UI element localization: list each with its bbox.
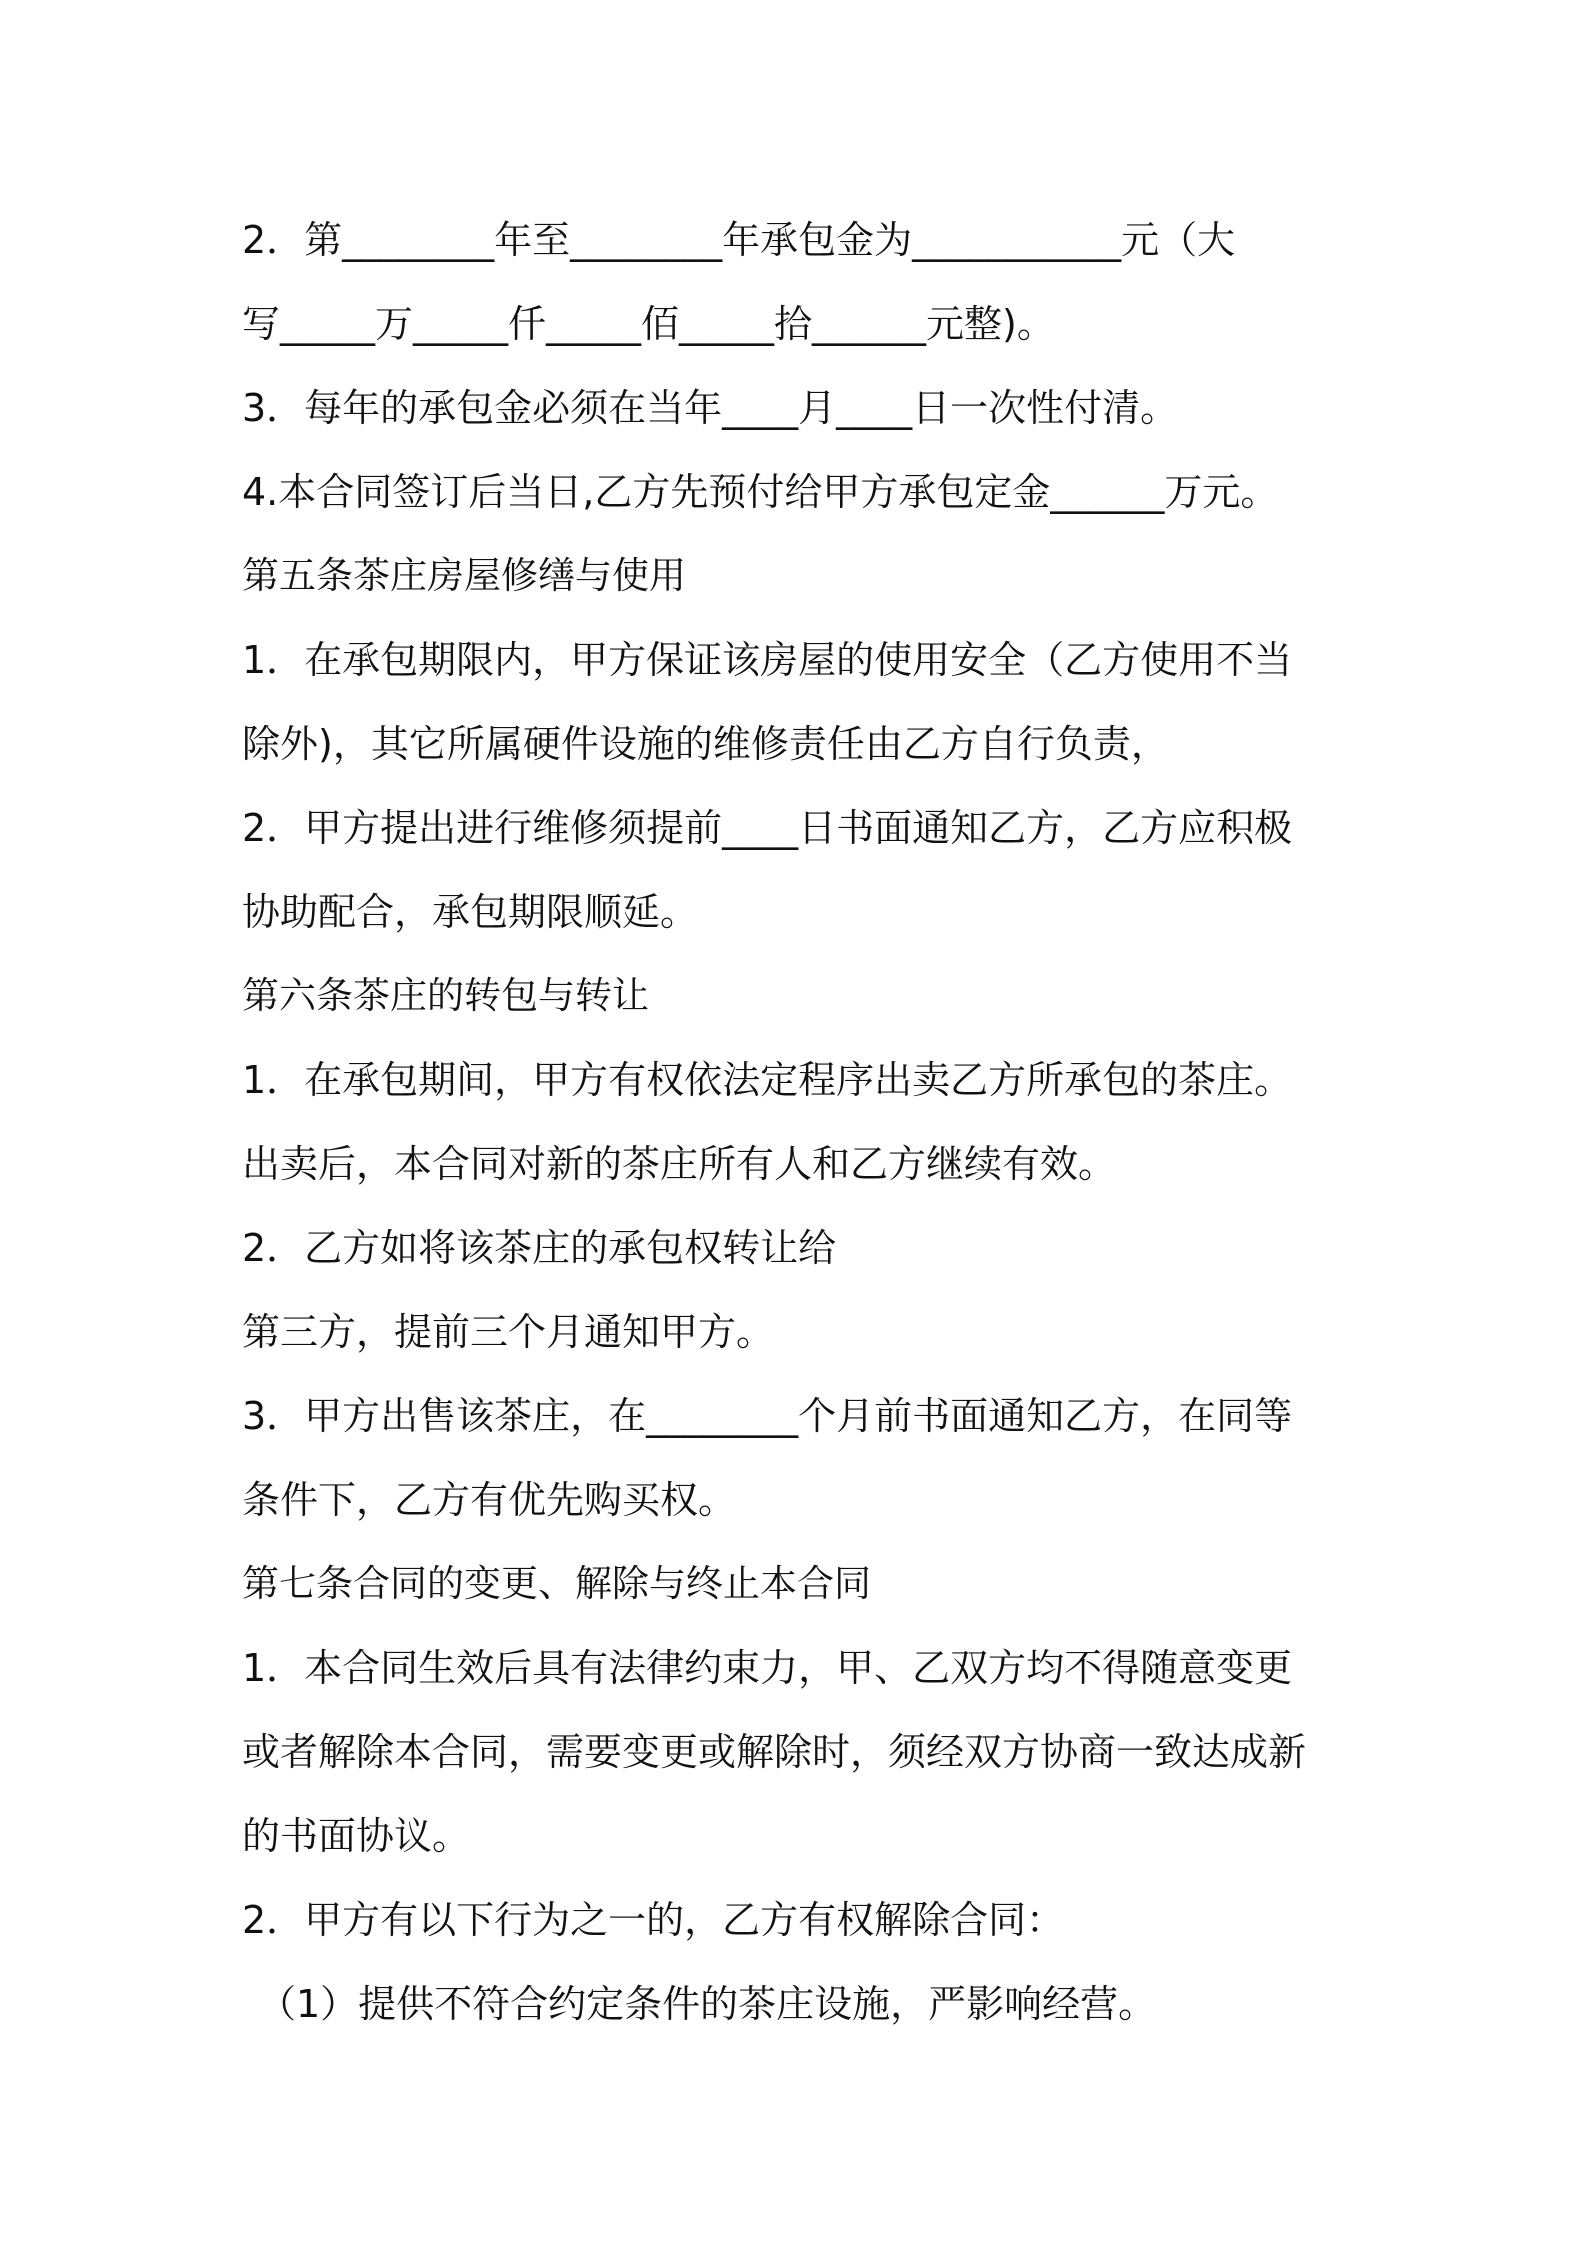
text-line-16: 条件下，乙方有优先购买权。 — [242, 1478, 737, 1522]
text-line-2: 写_____万_____仟_____佰_____拾______元整)。 — [242, 302, 1055, 346]
contract-text-body — [242, 198, 1362, 2046]
section-heading-7: 第七条合同的变更、解除与终止本合同 — [242, 1562, 871, 1605]
section-heading-6: 第六条茶庄的转包与转让 — [242, 974, 649, 1017]
text-line-13: 2．乙方如将该茶庄的承包权转让给 — [242, 1226, 837, 1270]
text-line-9: 协助配合，承包期限顺延。 — [242, 890, 699, 934]
text-line-20: 的书面协议。 — [242, 1814, 471, 1858]
text-line-21: 2．甲方有以下行为之一的，乙方有权解除合同： — [242, 1898, 1065, 1942]
text-line-1: 2．第________年至________年承包金为___________元（大 — [242, 218, 1236, 262]
text-line-4: 4.本合同签订后当日,乙方先预付给甲方承包定金______万元。 — [242, 470, 1279, 514]
text-line-18: 1．本合同生效后具有法律约束力，甲、乙双方均不得随意变更 — [242, 1646, 1293, 1690]
text-line-22: （1）提供不符合约定条件的茶庄设施，严影响经营。 — [258, 1982, 1157, 2026]
text-line-19: 或者解除本合同，需要变更或解除时，须经双方协商一致达成新 — [242, 1730, 1307, 1774]
text-line-12: 出卖后，本合同对新的茶庄所有人和乙方继续有效。 — [242, 1142, 1117, 1186]
text-line-6: 1．在承包期限内，甲方保证该房屋的使用安全（乙方使用不当 — [242, 638, 1293, 682]
text-line-7: 除外)，其它所属硬件设施的维修责任由乙方自行负责， — [242, 722, 1169, 766]
text-line-14: 第三方，提前三个月通知甲方。 — [242, 1310, 775, 1354]
text-line-15: 3．甲方出售该茶庄，在________个月前书面通知乙方，在同等 — [242, 1394, 1293, 1438]
text-line-3: 3．每年的承包金必须在当年____月____日一次性付清。 — [242, 386, 1179, 430]
text-line-11: 1．在承包期间，甲方有权依法定程序出卖乙方所承包的茶庄。 — [242, 1058, 1293, 1102]
text-line-8: 2．甲方提出进行维修须提前____日书面通知乙方，乙方应积极 — [242, 806, 1293, 850]
section-heading-5: 第五条茶庄房屋修缮与使用 — [242, 554, 686, 597]
